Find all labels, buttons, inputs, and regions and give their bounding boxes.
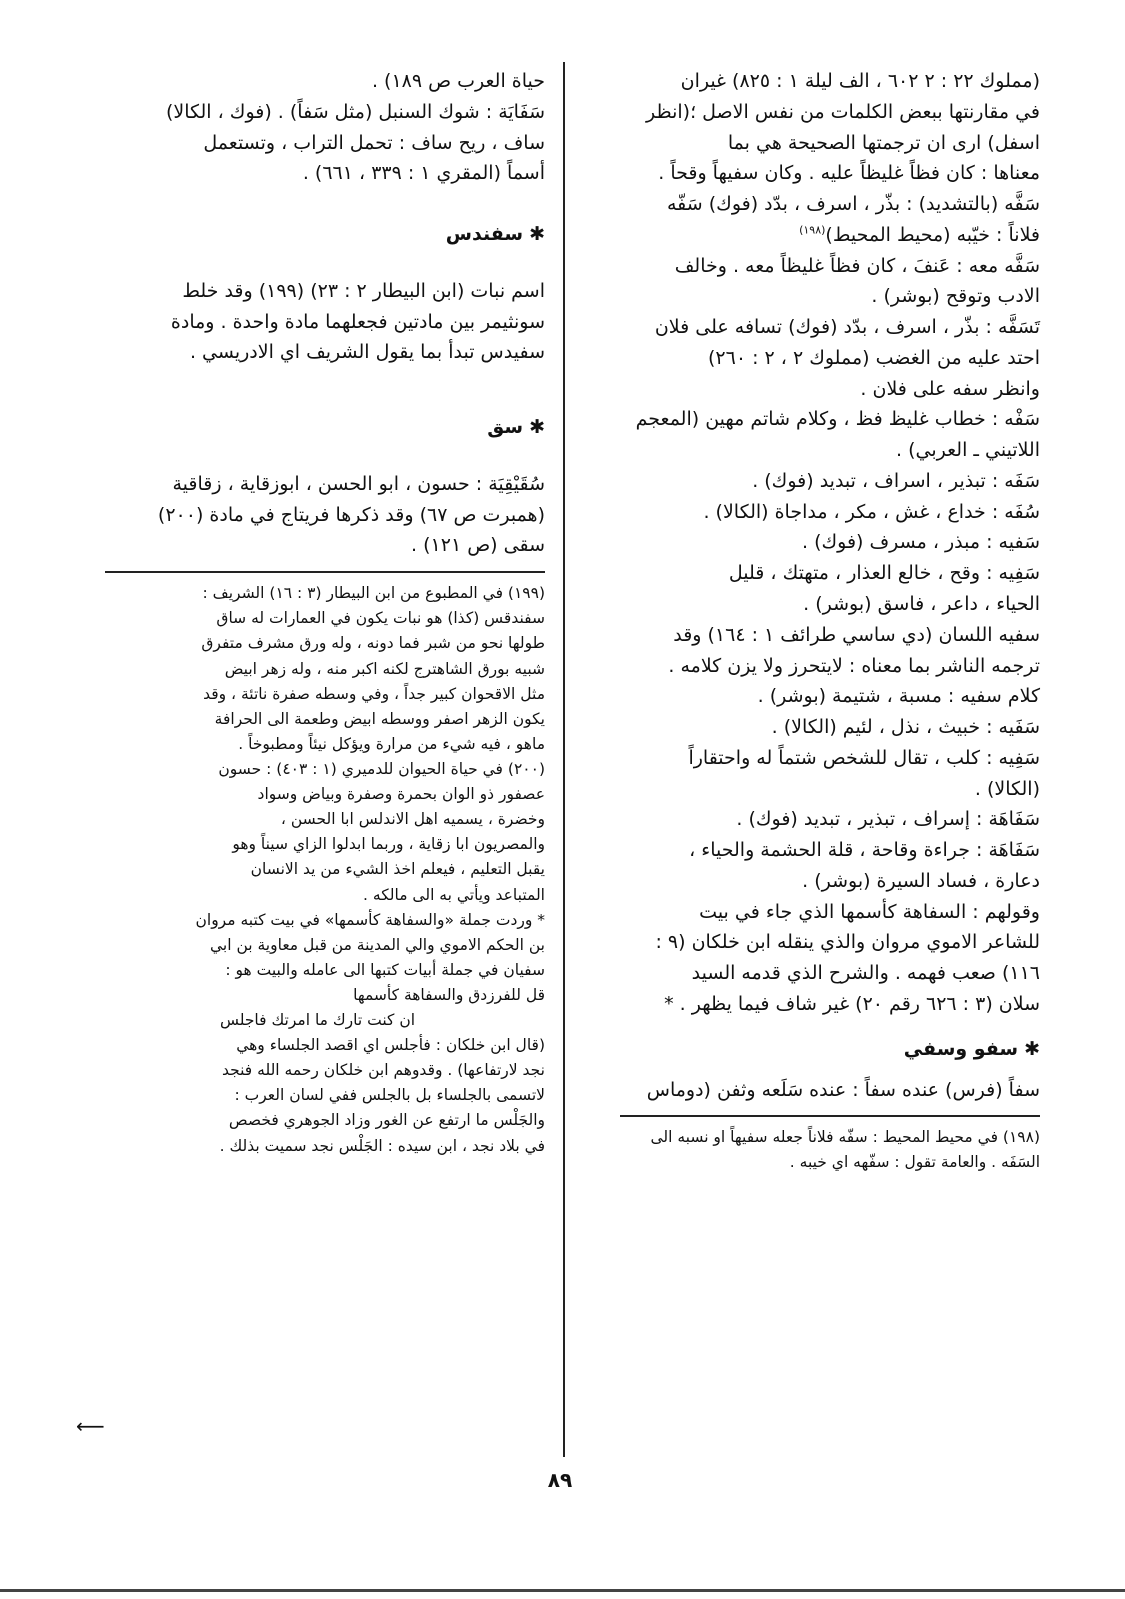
footnote-line: المتباعد ويأتي به الى مالكه .: [363, 885, 545, 904]
text-line: سُقَيْقِيَة : حسون ، ابو الحسن ، ابوزقاية ، زقاقية: [172, 472, 545, 495]
footnote-line: يكون الزهر اصفر ووسطه ابيض وطعمة الى الحرافة: [214, 709, 545, 728]
scan-edge-line: [0, 1589, 1125, 1592]
left-arrow-icon: ⟵: [76, 1414, 105, 1438]
entry-heading: [90, 412, 545, 443]
footnote-line: مثل الاقحوان كبير جداً ، وفي وسطه صفرة ناتئة ، وقد: [203, 684, 545, 703]
footnote-line: وخضرة ، يسميه اهل الاندلس ابا الحسن ،: [280, 810, 545, 829]
text-line: سقى (ص ١٢١) .: [411, 534, 545, 557]
text-line: (مملوك ٢٢ : ٢ ٦٠٢ ، الف ليلة ١ : ٨٢٥) غيران: [680, 70, 1040, 92]
entry-heading-text: سفو وسفي: [903, 1037, 1019, 1060]
footnote-line: عصفور ذو الوان بحمرة وصفرة وبياض وسواد: [257, 785, 545, 804]
text-line: ترجمه الناشر بما معناه : لايتحرز ولا يزن كلامه .: [668, 654, 1040, 677]
text-line: تَسَفَّه : بذّر ، اسرف ، بدّد (فوك) تسافه على فلان: [654, 316, 1040, 339]
entry-heading-text: سفندس: [445, 223, 524, 246]
footnote-line: (١٩٨) في محيط المحيط : سفّه فلاناً جعله سفيهاً او نسبه الى: [650, 1128, 1040, 1147]
footnote-line: في بلاد نجد ، ابن سيده : الجَلْس نجد سميت بذلك .: [219, 1136, 545, 1155]
text-line: للشاعر الاموي مروان والذي ينقله ابن خلكان (٩ :: [655, 931, 1040, 954]
footnote-line: (قال ابن خلكان : فأجلس اي اقصد الجلساء وهي: [236, 1036, 545, 1055]
text-line: اللاتيني ـ العربي) .: [896, 439, 1040, 462]
footnote-line: والجَلْس ما ارتفع عن الغور وزاد الجوهري فخصص: [228, 1111, 545, 1130]
text-line: دعارة ، فساد السيرة (بوشر) .: [802, 869, 1040, 892]
spacer: [90, 260, 545, 276]
text-line: وانظر سفه على فلان .: [860, 377, 1040, 400]
text-line: كلام سفيه : مسبة ، شتيمة (بوشر) .: [757, 685, 1040, 708]
text-line: اسم نبات (ابن البيطار ٢ : ٢٣) (١٩٩) وقد خلط: [182, 279, 545, 302]
text-line: سَفْه : خطاب غليظ فظ ، وكلام شاتم مهين (المعجم: [635, 408, 1040, 431]
footnote-line: * وردت جملة «والسفاهة كأسمها» في بيت كتبه مروان: [195, 910, 545, 929]
text-line: سفيدس تبدأ بما يقول الشريف اي الادريسي .: [189, 341, 545, 364]
right-column: [590, 66, 1040, 1175]
text-line: سَفَاهَة : إسراف ، تبذير ، تبديد (فوك) .: [736, 808, 1040, 831]
text-line: وقولهم : السفاهة كأسمها الذي جاء في بيت: [699, 900, 1040, 923]
footnote-line: طولها نحو من شبر فما دونه ، وله ورق مشرف متفرق: [201, 634, 545, 653]
star-icon: ✱: [1024, 1037, 1040, 1060]
text-line: ١١٦) صعب فهمه . والشرح الذي قدمه السيد: [691, 962, 1040, 985]
footnote-line: نجد لارتفاعها) . وقدوهم ابن خلكان رحمه الله فنجد: [221, 1061, 545, 1080]
footnote-line: السَفَه . والعامة تقول : سفّهه اي خيبه .: [789, 1153, 1040, 1172]
text-line: ساف ، ريح ساف : تحمل التراب ، وتستعمل: [203, 131, 545, 154]
spacer: [90, 368, 545, 398]
star-icon: ✱: [529, 223, 545, 246]
footnote-line: (١٩٩) في المطبوع من ابن البيطار (٣ : ١٦) الشريف :: [202, 584, 545, 603]
footnote-line: بن الحكم الاموي والي المدينة من قبل معاوية بن ابي: [209, 935, 545, 954]
text-line: سلان (٣ : ٦٢٦ رقم ٢٠) غير شاف فيما يظهر . *: [664, 992, 1040, 1015]
text-line: سَفَايَة : شوك السنبل (مثل سَفاً) . (فوك ، الكالا): [165, 100, 545, 123]
text-line: سَفِيه : كلب ، تقال للشخص شتماً له واحتقاراً: [688, 746, 1040, 769]
text-line: سفاً (فرس) عنده سفاً : عنده سَلَعه وثفن (دوماس: [646, 1078, 1040, 1101]
text-line: احتد عليه من الغضب (مملوك ٢ ، ٢ : ٢٦٠): [707, 346, 1040, 369]
footnote-line: (٢٠٠) في حياة الحيوان للدميري (١ : ٤٠٣) : حسون: [218, 759, 545, 778]
text-line: سَفَيه : خبيث ، نذل ، لئيم (الكالا) .: [771, 716, 1040, 739]
entry-heading: [90, 219, 545, 250]
footnote-line: شبيه بورق الشاهترج لكنه اكبر منه ، وله زهر ابيض: [224, 659, 545, 678]
text-line: سَفيه : مبذر ، مسرف (فوك) .: [801, 531, 1040, 554]
text-line: سَفِيه : وقح ، خالع العذار ، متهتك ، قليل: [728, 562, 1040, 585]
footnote-marker: (١٩٨): [799, 223, 826, 237]
footnote-line: يقبل التعليم ، فيعلم اخذ الشيء من يد الانسان: [250, 860, 545, 879]
verse-line: ان كنت تارك ما امرتك فاجلس: [219, 1011, 416, 1030]
footnote-line: والمصريون ابا زقاية ، وربما ابدلوا الزاي سيناً وهو: [232, 835, 545, 854]
text-line: الحياء ، داعر ، فاسق (بوشر) .: [803, 593, 1040, 616]
text-line: أسماً (المقري ١ : ٣٣٩ ، ٦٦١) .: [302, 162, 545, 185]
footnote-line: سفندقس (كذا) هو نبات يكون في العمارات له ساق: [216, 609, 545, 628]
text-line: سونثيمر بين مادتين فجعلهما مادة واحدة . ومادة: [170, 310, 545, 333]
text-line-with-note: [590, 220, 1040, 251]
text-line: سَفَه : تبذير ، اسراف ، تبديد (فوك) .: [752, 469, 1040, 492]
spacer: [90, 189, 545, 205]
text-line: اسفل) ارى ان ترجمتها الصحيحة هي بما: [727, 131, 1040, 154]
spacer: [90, 453, 545, 469]
text-line: سَفَاهَة : جراءة وقاحة ، قلة الحشمة والحياء ،: [689, 839, 1040, 862]
text-line: سَفَّه معه : عَنفَ ، كان فظاً غليظاً معه . وخالف: [674, 254, 1040, 277]
footnote-line: ماهو ، فيه شيء من مرارة ويؤكل نيئاً ومطبوخاً .: [238, 734, 545, 753]
text-line: (همبرت ص ٦٧) وقد ذكرها فريتاج في مادة (٢٠٠): [157, 503, 545, 526]
text-line: حياة العرب ص ١٨٩) .: [371, 70, 545, 92]
text-line: سَفَّه (بالتشديد) : بذّر ، اسرف ، بدّد (فوك) سَفّه: [667, 193, 1040, 216]
footnote-rule: [620, 1115, 1040, 1117]
text-line: (الكالا) .: [974, 777, 1040, 800]
text-line: معناها : كان فظاً غليظاً عليه . وكان سفيهاً وقحاً .: [658, 162, 1040, 185]
text-line: الادب وتوقح (بوشر) .: [871, 285, 1040, 308]
text-line: سفيه اللسان (دي ساسي طرائف ١ : ١٦٤) وقد: [673, 623, 1040, 646]
star-icon: ✱: [529, 416, 545, 439]
text-line: سُفَه : خداع ، غش ، مكر ، مداجاة (الكالا) .: [703, 500, 1040, 523]
footnote-line: سفيان في جملة أبيات كتبها الى عامله والبيت هو :: [225, 960, 545, 979]
column-divider: [563, 62, 565, 1457]
footnote-line: لاتسمى بالجلساء بل بالجلس ففي لسان العرب :: [234, 1086, 545, 1105]
entry-heading: [590, 1034, 1040, 1065]
footnote-line: قل للفرزدق والسفاهة كأسمها: [353, 985, 545, 1004]
footnote-rule: [105, 571, 545, 573]
page-number: ٨٩: [547, 1468, 573, 1492]
left-column: [90, 66, 545, 1159]
text-line: فلاناً : خيّبه (محيط المحيط): [825, 223, 1040, 246]
entry-heading-text: سق: [487, 416, 524, 439]
text-line: في مقارنتها ببعض الكلمات من نفس الاصل ؛(انظر: [646, 100, 1040, 123]
